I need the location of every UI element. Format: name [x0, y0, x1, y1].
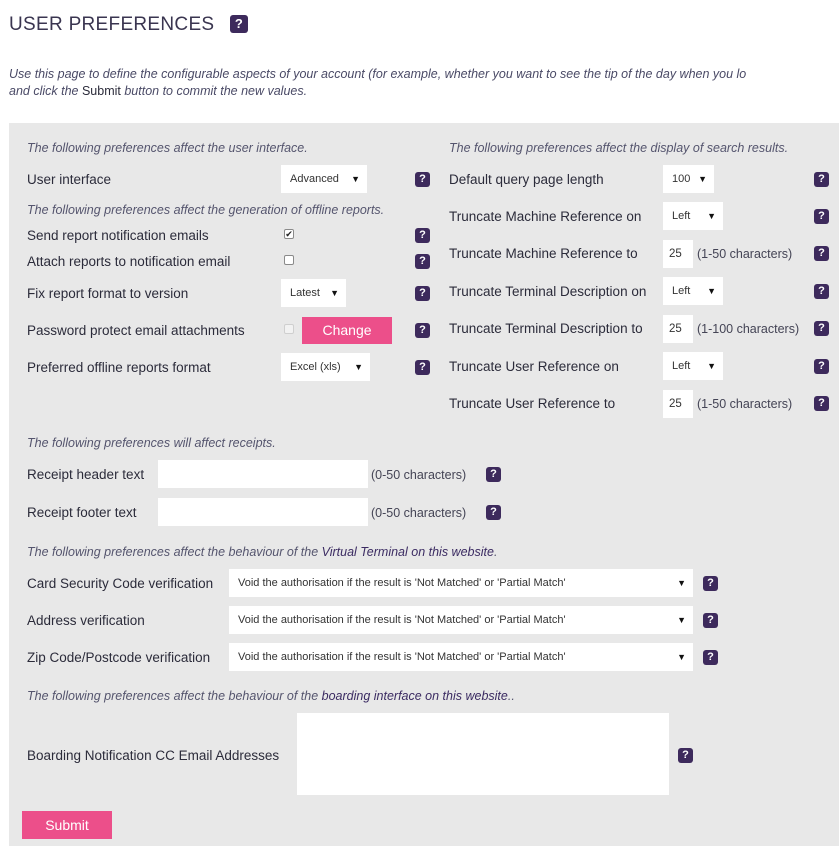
trunc-machine-to-input[interactable]: 25	[663, 240, 693, 268]
trunc-terminal-on-select[interactable]	[663, 277, 723, 305]
help-icon[interactable]: ?	[814, 172, 829, 187]
receipt-header-hint: (0-50 characters)	[371, 468, 467, 482]
trunc-terminal-to-hint: (1-100 characters)	[697, 322, 800, 336]
user-interface-value: Advanced	[290, 173, 339, 185]
reports-section-note: The following preferences affect the generation of offline reports.	[27, 203, 385, 217]
csc-label: Card Security Code verification	[27, 576, 214, 591]
receipt-header-label: Receipt header text	[27, 467, 145, 482]
chevron-down-icon: ▼	[677, 615, 686, 625]
address-value: Void the authorisation if the result is 'Not Matched' or 'Partial Match'	[238, 614, 566, 626]
zip-value: Void the authorisation if the result is 'Not Matched' or 'Partial Match'	[238, 651, 566, 663]
receipt-footer-hint: (0-50 characters)	[371, 506, 467, 520]
trunc-user-to-hint: (1-50 characters)	[697, 397, 793, 411]
help-icon[interactable]: ?	[415, 254, 430, 269]
page-title-text: USER PREFERENCES	[9, 14, 215, 35]
zip-label: Zip Code/Postcode verification	[27, 650, 211, 665]
trunc-terminal-to-input[interactable]: 25	[663, 315, 693, 343]
preferred-format-value: Excel (xls)	[290, 361, 341, 373]
page-title	[9, 14, 248, 36]
trunc-user-on-label: Truncate User Reference on	[449, 359, 619, 374]
vt-link[interactable]: Virtual Terminal on this website	[321, 545, 494, 559]
trunc-terminal-to-label: Truncate Terminal Description to	[449, 321, 643, 336]
address-label: Address verification	[27, 613, 145, 628]
trunc-terminal-on-value: Left	[672, 285, 691, 297]
help-icon[interactable]: ?	[814, 321, 829, 336]
intro-line-2	[9, 83, 746, 100]
trunc-machine-on-select[interactable]	[663, 202, 723, 230]
user-interface-label: User interface	[27, 172, 112, 187]
trunc-machine-to-hint: (1-50 characters)	[697, 247, 793, 261]
chevron-down-icon: ▼	[351, 174, 360, 184]
chevron-down-icon: ▼	[677, 652, 686, 662]
page-length-label: Default query page length	[449, 172, 604, 187]
boarding-note-post: ..	[507, 689, 515, 703]
help-icon[interactable]: ?	[814, 359, 829, 374]
chevron-down-icon: ▼	[677, 578, 686, 588]
trunc-user-on-value: Left	[672, 360, 691, 372]
send-emails-label: Send report notification emails	[27, 228, 209, 243]
receipts-section-note: The following preferences will affect receipts.	[27, 436, 276, 450]
csc-select[interactable]	[229, 569, 693, 597]
help-icon[interactable]: ?	[415, 360, 430, 375]
chevron-down-icon: ▼	[707, 286, 716, 296]
help-icon[interactable]: ?	[678, 748, 693, 763]
zip-select[interactable]	[229, 643, 693, 671]
trunc-user-to-label: Truncate User Reference to	[449, 396, 616, 411]
page-length-select[interactable]	[663, 165, 714, 193]
trunc-machine-on-label: Truncate Machine Reference on	[449, 209, 642, 224]
preferred-format-select[interactable]	[281, 353, 370, 381]
page-length-value: 100	[672, 173, 691, 185]
boarding-cc-textarea[interactable]	[297, 713, 669, 795]
preferred-format-label: Preferred offline reports format	[27, 360, 211, 375]
intro-text	[9, 66, 746, 100]
help-icon[interactable]: ?	[415, 172, 430, 187]
boarding-link[interactable]: boarding interface on this website	[321, 689, 508, 703]
fix-format-value: Latest	[290, 287, 320, 299]
trunc-terminal-on-label: Truncate Terminal Description on	[449, 284, 647, 299]
send-emails-checkbox[interactable]: ✔	[285, 229, 293, 239]
receipt-footer-label: Receipt footer text	[27, 505, 137, 520]
vt-note-pre: The following preferences affect the behaviour of the	[27, 545, 322, 559]
help-icon[interactable]: ?	[486, 505, 501, 520]
help-icon[interactable]: ?	[703, 576, 718, 591]
chevron-down-icon: ▼	[707, 211, 716, 221]
attach-reports-checkbox[interactable]	[284, 255, 294, 265]
chevron-down-icon: ▼	[330, 288, 339, 298]
submit-button[interactable]: Submit	[22, 811, 112, 839]
receipt-header-input[interactable]	[158, 460, 368, 488]
chevron-down-icon: ▼	[707, 361, 716, 371]
attach-reports-label: Attach reports to notification email	[27, 254, 231, 269]
boarding-note-pre: The following preferences affect the behaviour of the	[27, 689, 322, 703]
help-icon[interactable]: ?	[415, 228, 430, 243]
help-icon[interactable]: ?	[703, 650, 718, 665]
password-protect-label: Password protect email attachments	[27, 323, 245, 338]
fix-format-select[interactable]	[281, 279, 346, 307]
csc-value: Void the authorisation if the result is 'Not Matched' or 'Partial Match'	[238, 577, 566, 589]
intro-line-2-pre: and click the	[9, 84, 82, 98]
help-icon[interactable]: ?	[814, 246, 829, 261]
help-icon[interactable]: ?	[814, 396, 829, 411]
help-icon[interactable]: ?	[415, 286, 430, 301]
change-button[interactable]: Change	[302, 317, 392, 344]
chevron-down-icon: ▼	[698, 174, 707, 184]
vt-section-note	[27, 545, 497, 559]
fix-format-label: Fix report format to version	[27, 286, 189, 301]
user-interface-select[interactable]	[281, 165, 367, 193]
intro-submit-word: Submit	[81, 84, 121, 98]
trunc-machine-to-label: Truncate Machine Reference to	[449, 246, 638, 261]
trunc-machine-on-value: Left	[672, 210, 691, 222]
intro-line-1: Use this page to define the configurable aspects of your account (for example, whether you want to see the tip of the day when you lo	[9, 67, 747, 81]
help-icon[interactable]: ?	[486, 467, 501, 482]
address-select[interactable]	[229, 606, 693, 634]
boarding-section-note	[27, 689, 515, 703]
boarding-cc-label: Boarding Notification CC Email Addresses	[27, 748, 280, 763]
intro-line-2-post: button to commit the new values.	[120, 84, 308, 98]
chevron-down-icon: ▼	[354, 362, 363, 372]
help-icon[interactable]: ?	[703, 613, 718, 628]
help-icon[interactable]: ?	[814, 209, 829, 224]
password-protect-checkbox	[284, 324, 294, 334]
help-icon[interactable]: ?	[415, 323, 430, 338]
ui-section-note: The following preferences affect the user interface.	[27, 141, 308, 155]
vt-note-post: .	[493, 545, 498, 559]
search-section-note: The following preferences affect the display of search results.	[449, 141, 789, 155]
trunc-user-to-input[interactable]: 25	[663, 390, 693, 418]
trunc-user-on-select[interactable]	[663, 352, 723, 380]
help-icon[interactable]: ?	[230, 15, 248, 33]
help-icon[interactable]: ?	[814, 284, 829, 299]
receipt-footer-input[interactable]	[158, 498, 368, 526]
